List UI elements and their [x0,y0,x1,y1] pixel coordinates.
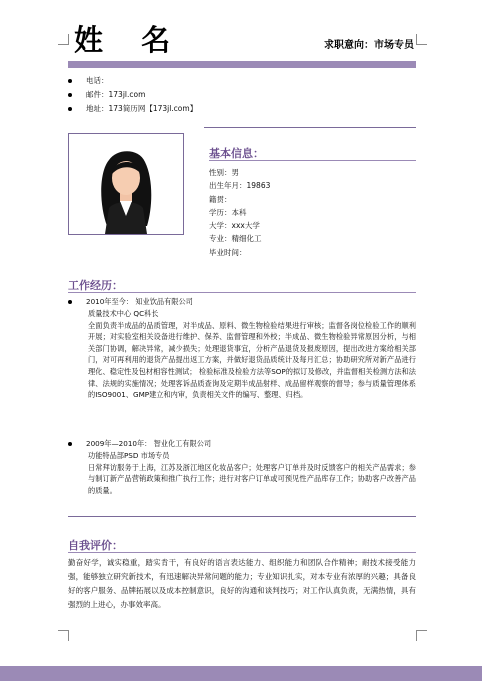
crop-mark-top-left [58,34,69,45]
info-education: 学历：本科 [209,207,247,217]
section-divider [204,127,416,128]
basic-info-list [209,166,270,259]
contact-label: 邮件： [86,90,109,99]
bullet-icon [68,442,72,446]
self-eval-divider [68,552,416,553]
job-period: 2010年至今： 知业饮品有限公司 [86,297,193,306]
job-description: 日常拜访服务于上海，江苏及浙江地区化妆品客户；处理客户订单并及时反馈客户的相关产品需求；参与制订新产品营销政策和推广执行工作；进行对客户订单或可预见性产品库存工作；协助客户改善产品的质量。 [88,462,416,495]
profile-photo [68,133,184,235]
job-entry [68,438,416,496]
basic-info-title: 基本信息： [209,147,264,160]
avatar-icon [69,134,183,234]
experience-title: 工作经历： [68,279,123,292]
job-description: 全面负责半成品的品质管理，对半成品、原料、微生物检验结果进行审核；监督各岗位检验工作的顺利开展；对实验室相关设备进行维护、保养、监督管理和外校；半成品、微生物检验异常原因分析，与相关部门协调，解决异常，减少损失；处理退货事宜，分析产品退货及报废原因，提出改进方案给相关部门，对可再利用的退货产品提出返工方案，并做好退货品质统计及每月汇总；协助研究所对新产品进行理化、稳定性及包材相容性测试； 检验标准及检验方法等SOP的拟订及修改，并监督相关检测方法和法律、法规的实施情况；处理客诉品质查询及定期半成品射样、成品留样观察的督导；参与质量管理体系的ISO9001、GMP建立和内审，负责相关文件的编写、整理、归档。 [88,320,416,400]
contact-label: 电话： [86,76,109,85]
experience-divider [68,292,416,293]
contact-value: 173简历网【173jl.com】 [108,104,198,113]
job-body [88,308,416,401]
section-divider [68,516,416,517]
crop-mark-bottom-right [416,630,427,641]
job-period-row [68,296,416,308]
job-entry [68,296,416,401]
self-eval-title: 自我评价： [68,539,123,552]
info-hometown: 籍贯： [209,194,232,204]
contact-list [68,74,197,116]
job-role: 质量技术中心 QC科长 [88,309,159,318]
basic-info-divider [209,160,416,161]
contact-address [68,102,197,116]
crop-mark-top-right [416,34,427,45]
header-accent-bar [68,61,416,68]
crop-mark-bottom-left [58,630,69,641]
info-birth: 出生年月：19863 [209,181,271,191]
job-period: 2009年—2010年： 智业化工有限公司 [86,439,212,448]
bullet-icon [68,93,72,97]
contact-email [68,88,197,102]
info-university: 大学：xxx大学 [209,221,260,231]
resume-name: 姓 名 [74,23,185,57]
job-objective: 求职意向：市场专员 [324,40,414,51]
bullet-icon [68,107,72,111]
contact-label: 地址： [86,104,109,113]
job-period-row [68,438,416,450]
bullet-icon [68,79,72,83]
info-graduation: 毕业时间： [209,247,247,257]
job-role: 功能特品部PSD 市场专员 [88,451,170,460]
info-gender: 性别：男 [209,168,239,177]
job-body [88,450,416,496]
self-eval-text: 勤奋好学，诚实稳重，踏实肯干，有良好的语言表达能力、组织能力和团队合作精神；耐技术接受能力强，能够独立研究新技术，有迅速解决异常问题的能力；专业知识扎实，对本专业有浓厚的兴趣；具备良好的客户服务、品牌拓展以及成本控制意识，良好的沟通和谈判技巧；对工作认真负责，无满热情，具有强烈的上进心，办事效率高。 [68,558,416,609]
info-major: 专业：精细化工 [209,234,262,244]
contact-phone [68,74,197,88]
footer-accent-bar [0,666,482,681]
bullet-icon [68,300,72,304]
contact-value: 173jl.com [108,90,146,99]
